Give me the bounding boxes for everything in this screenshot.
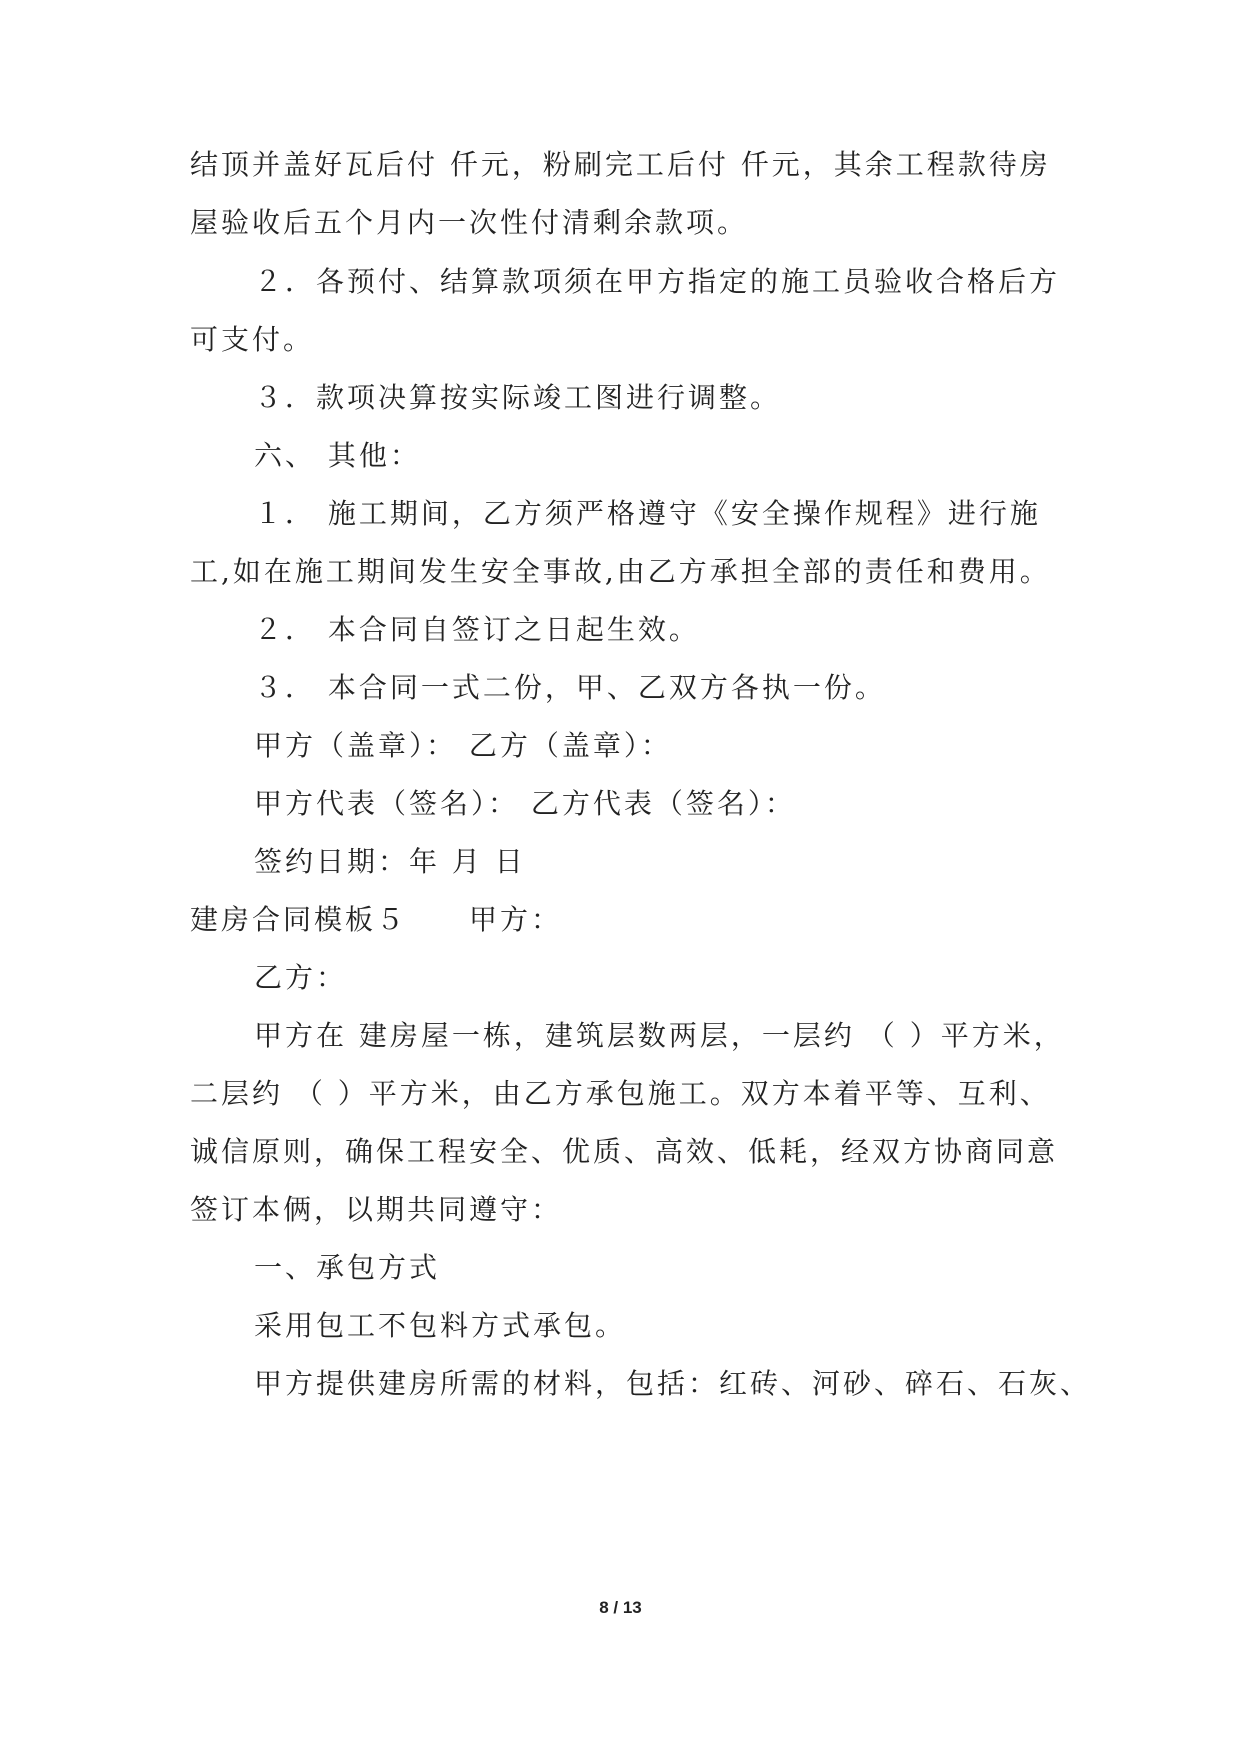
text-line: 签订本俩，以期共同遵守： (190, 1193, 563, 1226)
section-heading: 六、 其他： (254, 439, 421, 472)
template-title: 建房合同模板５ 甲方： (190, 903, 563, 936)
text-line: ３． 本合同一式二份，甲、乙双方各执一份。 (254, 671, 886, 704)
text-line: 采用包工不包料方式承包。 (254, 1309, 627, 1342)
text-line: 甲方提供建房所需的材料，包括：红砖、河砂、碎石、石灰、 (254, 1367, 1092, 1400)
page-number: 8 / 13 (599, 1598, 642, 1617)
text-line: 诚信原则，确保工程安全、优质、高效、低耗，经双方协商同意 (190, 1135, 1059, 1168)
section-heading: 一、承包方式 (254, 1251, 441, 1284)
text-line: 甲方在 建房屋一栋，建筑层数两层，一层约 （ ）平方米， (254, 1019, 1065, 1052)
text-line: 二层约 （ ）平方米，由乙方承包施工。双方本着平等、互利、 (190, 1077, 1051, 1110)
text-line: 屋验收后五个月内一次性付清剩余款项。 (190, 206, 749, 239)
signature-line: 甲方（盖章）： 乙方（盖章）： (254, 729, 672, 762)
text-line: ２． 本合同自签订之日起生效。 (254, 613, 700, 646)
text-line: 工,如在施工期间发生安全事故,由乙方承担全部的责任和费用。 (190, 555, 1051, 588)
text-line: １． 施工期间，乙方须严格遵守《安全操作规程》进行施 (254, 497, 1041, 530)
text-line: ２．各预付、结算款项须在甲方指定的施工员验收合格后方 (254, 265, 1061, 298)
text-line: 可支付。 (190, 323, 315, 356)
text-line: 结顶并盖好瓦后付 仟元，粉刷完工后付 仟元，其余工程款待房 (190, 148, 1051, 181)
text-line: ３．款项决算按实际竣工图进行调整。 (254, 381, 782, 414)
signature-line: 甲方代表（签名）： 乙方代表（签名）： (254, 787, 796, 820)
text-line: 乙方： (254, 961, 348, 994)
date-line: 签约日期：年 月 日 (254, 845, 526, 878)
